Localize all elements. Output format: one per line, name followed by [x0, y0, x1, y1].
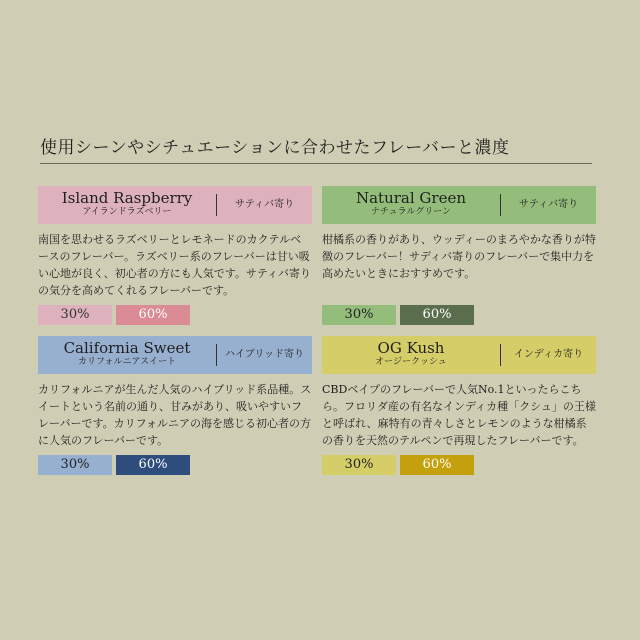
flavor-label — [38, 336, 312, 374]
flavor-name: Island Raspberry — [61, 189, 193, 207]
flavor-name: California Sweet — [63, 339, 191, 357]
concentration-60-badge: 60% — [116, 305, 190, 325]
flavor-type: サティバ寄り — [234, 199, 295, 210]
flavor-kana: ナチュラルグリーン — [370, 207, 452, 217]
concentration-30-badge: 30% — [38, 455, 112, 475]
flavor-card-island-raspberry — [38, 186, 312, 325]
flavor-label — [38, 186, 312, 224]
flavor-description: 南国を思わせるラズベリーとレモネードのカクテルベースのフレーバー。ラズベリー系のフレーバーは甘い吸い心地が良く、初心者の方にも人気です。サティバ寄りの気分を高めてくれるフレーバーです。 — [38, 233, 312, 297]
flavor-label — [322, 186, 596, 224]
flavor-card-california-sweet — [38, 336, 312, 475]
flavor-type: ハイブリッド寄り — [225, 349, 304, 360]
concentration-60-badge: 60% — [116, 455, 190, 475]
concentration-30-badge: 30% — [322, 455, 396, 475]
flavor-description: CBDベイプのフレーバーで人気No.1といったらこちら。フロリダ産の有名なインディカ種「クシュ」の王様と呼ばれ、麻特有の青々しさとレモンのような柑橘系の香りを天然のテルペンで再現したフレーバーです。 — [322, 383, 596, 447]
concentration-options — [322, 305, 596, 325]
flavor-kana: アイランドラズベリー — [82, 207, 172, 217]
flavor-kana: カリフォルニアスイート — [77, 357, 176, 367]
flavor-description: 柑橘系の香りがあり、ウッディーのまろやかな香りが特徴のフレーバー！サディバ寄りのフレーバーで集中力を高めたいときにおすすめです。 — [322, 233, 596, 280]
flavor-card-og-kush — [322, 336, 596, 475]
flavor-kana: オージークッシュ — [375, 357, 447, 367]
concentration-30-badge: 30% — [38, 305, 112, 325]
flavor-name: Natural Green — [355, 189, 466, 207]
flavor-type: インディカ寄り — [513, 349, 584, 360]
flavor-description: カリフォルニアが生んだ人気のハイブリッド系品種。スイートという名前の通り、甘みがあり、吸いやすいフレーバーです。カリフォルニアの海を感じる初心者の方に人気のフレーバーです。 — [38, 383, 312, 447]
flavor-name: OG Kush — [377, 339, 445, 357]
flavor-type: サティバ寄り — [518, 199, 579, 210]
concentration-options — [38, 305, 312, 325]
concentration-options — [38, 455, 312, 475]
flavor-card-natural-green — [322, 186, 596, 325]
concentration-options — [322, 455, 596, 475]
concentration-60-badge: 60% — [400, 305, 474, 325]
heading-divider — [40, 163, 592, 164]
flavor-label — [322, 336, 596, 374]
concentration-30-badge: 30% — [322, 305, 396, 325]
concentration-60-badge: 60% — [400, 455, 474, 475]
section-heading: 使用シーンやシチュエーションに合わせたフレーバーと濃度 — [40, 138, 510, 158]
